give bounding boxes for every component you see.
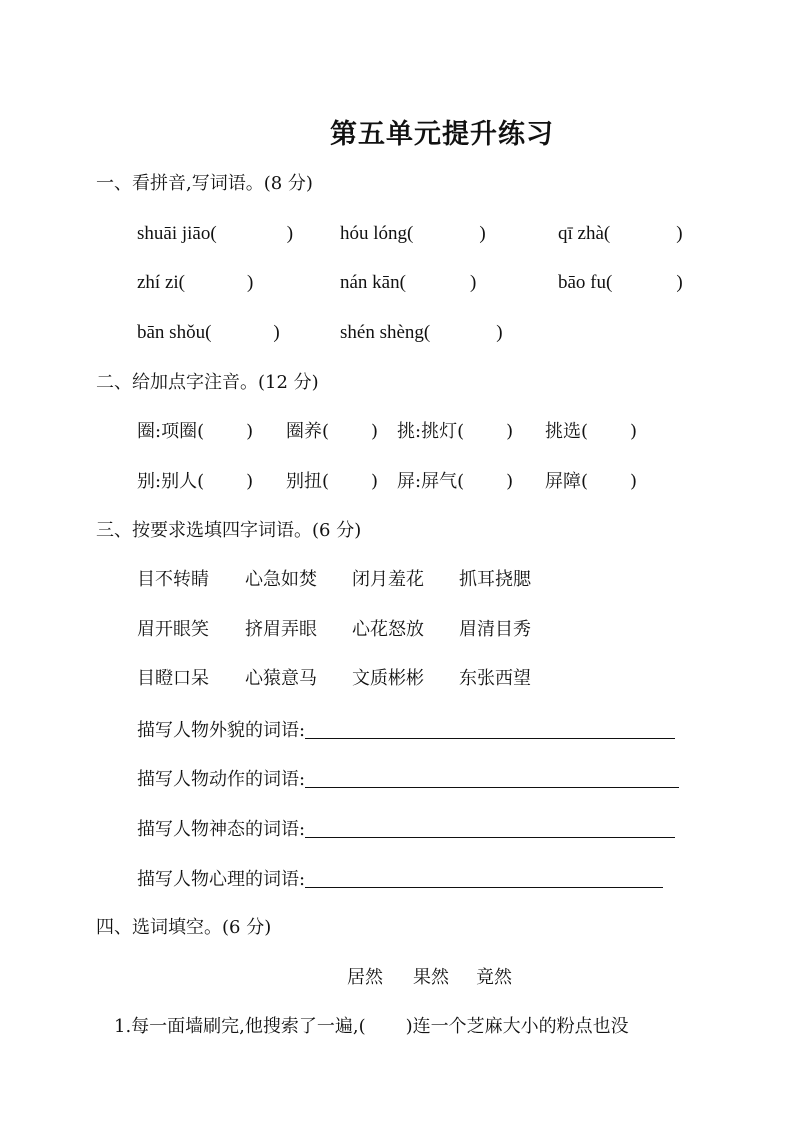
phonetic-item: 挑选( )	[545, 421, 638, 442]
word-option: 目瞪口呆	[137, 668, 209, 689]
question-1: 1.每一面墙刷完,他搜索了一遍,( )连一个芝麻大小的粉点也没	[114, 1016, 629, 1037]
fill-line-appearance: 描写人物外貌的词语:	[137, 718, 675, 743]
pinyin-item: shuāi jiāo( )	[137, 223, 294, 244]
word-option: 眉清目秀	[459, 619, 531, 640]
word-option: 东张西望	[459, 668, 531, 689]
fill-option: 居然	[347, 967, 383, 988]
word-option: 心急如焚	[245, 569, 317, 590]
fill-option: 果然	[413, 967, 449, 988]
phonetic-item: 圈:项圈( )	[137, 421, 254, 442]
word-option: 眉开眼笑	[137, 619, 209, 640]
pinyin-item: nán kān( )	[340, 272, 477, 293]
word-option: 文质彬彬	[352, 668, 424, 689]
fill-option: 竟然	[476, 967, 512, 988]
pinyin-item: shén shèng( )	[340, 322, 503, 343]
section1-heading: 一、看拼音,写词语。(8 分)	[96, 173, 313, 194]
word-option: 目不转睛	[137, 569, 209, 590]
word-option: 抓耳挠腮	[459, 569, 531, 590]
phonetic-item: 圈养( )	[286, 421, 379, 442]
pinyin-item: bān shǒu( )	[137, 322, 280, 343]
phonetic-item: 屏:屏气( )	[397, 471, 514, 492]
phonetic-item: 别扭( )	[286, 471, 379, 492]
word-option: 挤眉弄眼	[245, 619, 317, 640]
section4-heading: 四、选词填空。(6 分)	[96, 917, 272, 938]
phonetic-item: 挑:挑灯( )	[397, 421, 514, 442]
fill-line-expression: 描写人物神态的词语:	[137, 817, 675, 842]
word-option: 心猿意马	[245, 668, 317, 689]
pinyin-item: qī zhà( )	[558, 223, 683, 244]
section2-heading: 二、给加点字注音。(12 分)	[96, 372, 319, 393]
section3-heading: 三、按要求选填四字词语。(6 分)	[96, 520, 362, 541]
word-option: 心花怒放	[352, 619, 424, 640]
pinyin-item: zhí zi( )	[137, 272, 254, 293]
phonetic-item: 屏障( )	[545, 471, 638, 492]
pinyin-item: hóu lóng( )	[340, 223, 486, 244]
fill-line-psychology: 描写人物心理的词语:	[137, 867, 663, 892]
phonetic-item: 别:别人( )	[137, 471, 254, 492]
fill-line-action: 描写人物动作的词语:	[137, 767, 679, 792]
pinyin-item: bāo fu( )	[558, 272, 683, 293]
page-title: 第五单元提升练习	[330, 119, 554, 150]
word-option: 闭月羞花	[352, 569, 424, 590]
